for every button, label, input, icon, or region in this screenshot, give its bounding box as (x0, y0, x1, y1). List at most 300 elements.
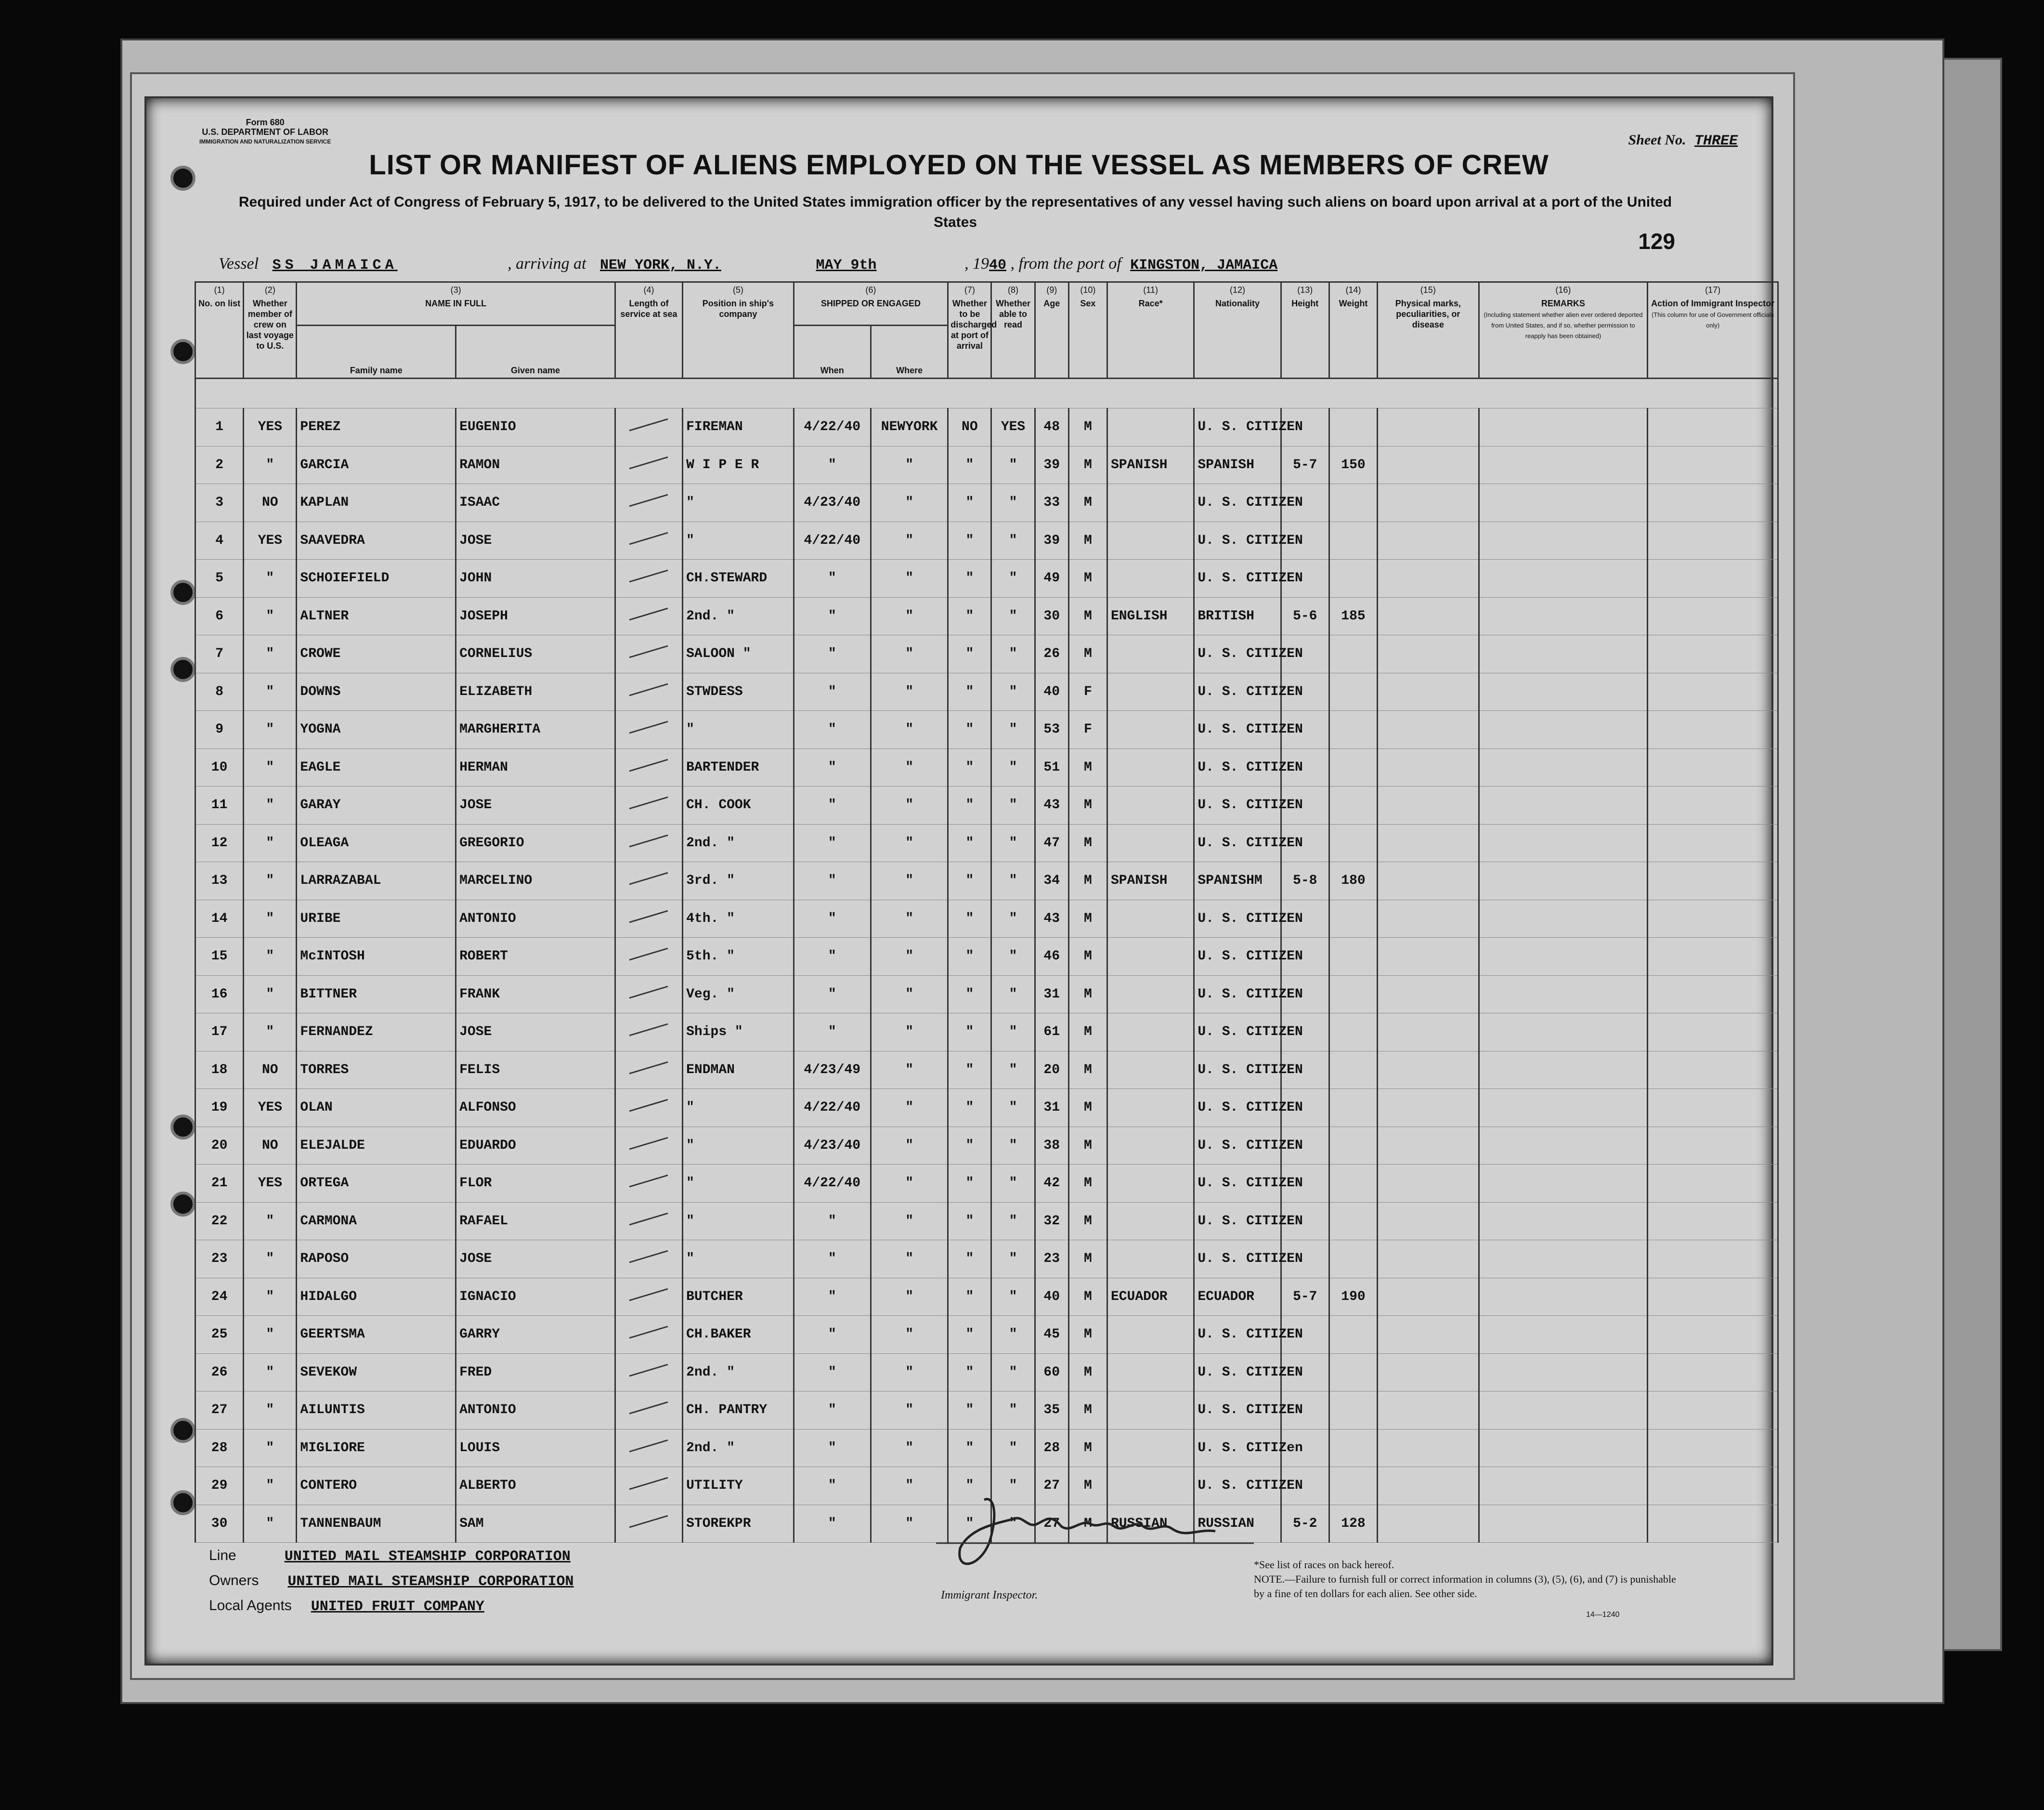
given-name-cell: RAMON (456, 446, 615, 484)
weight-cell (1329, 673, 1377, 711)
discharged-cell: " (948, 1240, 991, 1278)
race-cell (1107, 1316, 1194, 1354)
service-tick-mark (625, 907, 673, 926)
remarks-cell (1479, 1202, 1648, 1240)
family-name-cell: AILUNTIS (297, 1391, 456, 1430)
able-to-read-cell: " (991, 1127, 1035, 1165)
remarks-cell (1479, 1467, 1648, 1505)
weight-cell: 150 (1329, 446, 1377, 484)
height-cell: 5-2 (1281, 1505, 1329, 1543)
discharged-cell: " (948, 673, 991, 711)
age-cell: 39 (1035, 446, 1068, 484)
col-remarks-header: (16) REMARKS (Including statement whether alien ever ordered deported from United States, and if so, whether permission to reapply has been obtained) (1479, 282, 1648, 379)
remarks-cell (1479, 711, 1648, 749)
shipped-when-cell: " (794, 1316, 871, 1354)
inspector-action-cell (1648, 673, 1778, 711)
service-cell (615, 1202, 682, 1240)
col-number-header: (1) No. on list (195, 282, 244, 379)
remarks-cell (1479, 597, 1648, 635)
crew-row (195, 635, 1778, 673)
number-cell: 30 (195, 1505, 244, 1543)
service-tick-mark (625, 983, 673, 1002)
last-voyage-cell: YES (244, 408, 297, 446)
sex-cell: M (1068, 1505, 1107, 1543)
service-cell (615, 1165, 682, 1203)
shipped-where-cell: " (871, 900, 948, 938)
sex-cell: M (1068, 1202, 1107, 1240)
line-field: Line UNITED MAIL STEAMSHIP CORPORATION (209, 1548, 571, 1565)
inspector-action-cell (1648, 1353, 1778, 1391)
shipped-where-cell: " (871, 1429, 948, 1467)
position-cell: " (683, 1165, 794, 1203)
service-tick-mark (625, 491, 673, 510)
inspector-action-cell (1648, 560, 1778, 598)
spacer-row (195, 379, 1778, 408)
service-cell (615, 862, 682, 900)
col-read-header: (8) Whether able to read (991, 282, 1035, 379)
able-to-read-cell: " (991, 673, 1035, 711)
crew-row (195, 1429, 1778, 1467)
last-voyage-cell: " (244, 1013, 297, 1051)
sex-cell: M (1068, 900, 1107, 938)
given-name-cell: EDUARDO (456, 1127, 615, 1165)
number-cell: 11 (195, 787, 244, 825)
remarks-cell (1479, 824, 1648, 862)
family-name-cell: ELEJALDE (297, 1127, 456, 1165)
weight-cell (1329, 1316, 1377, 1354)
year-prefix: , 19 (964, 255, 989, 273)
position-cell: 4th. " (683, 900, 794, 938)
weight-cell (1329, 938, 1377, 976)
sex-cell: M (1068, 1429, 1107, 1467)
age-cell: 23 (1035, 1240, 1068, 1278)
race-cell (1107, 408, 1194, 446)
given-name-cell: LOUIS (456, 1429, 615, 1467)
col-nationality-header: (12) Nationality (1194, 282, 1281, 379)
service-tick-mark (625, 1398, 673, 1417)
from-label: , from the port of (1010, 255, 1121, 273)
able-to-read-cell: " (991, 1467, 1035, 1505)
last-voyage-cell: " (244, 938, 297, 976)
manifest-sheet (144, 96, 1773, 1666)
last-voyage-cell: " (244, 1278, 297, 1316)
department: U.S. DEPARTMENT OF LABOR (202, 127, 328, 137)
weight-cell (1329, 1353, 1377, 1391)
physical-marks-cell (1378, 1316, 1479, 1354)
shipped-when-cell: " (794, 1505, 871, 1543)
crew-row (195, 1391, 1778, 1430)
service-cell (615, 1278, 682, 1316)
position-cell: CH. COOK (683, 787, 794, 825)
given-name-cell: ANTONIO (456, 1391, 615, 1430)
given-name-cell: FRED (456, 1353, 615, 1391)
shipped-where-cell: " (871, 1467, 948, 1505)
shipped-when-cell: " (794, 673, 871, 711)
number-cell: 2 (195, 446, 244, 484)
inspector-action-cell (1648, 1013, 1778, 1051)
last-voyage-cell: " (244, 1391, 297, 1430)
family-name-cell: PEREZ (297, 408, 456, 446)
position-cell: BUTCHER (683, 1278, 794, 1316)
nationality-cell: U. S. CITIZEN (1194, 1202, 1281, 1240)
service-tick-mark (625, 642, 673, 661)
family-name-cell: ALTNER (297, 597, 456, 635)
age-cell: 60 (1035, 1353, 1068, 1391)
age-cell: 27 (1035, 1467, 1068, 1505)
able-to-read-cell: " (991, 787, 1035, 825)
last-voyage-cell: " (244, 1429, 297, 1467)
position-cell: " (683, 1127, 794, 1165)
race-cell (1107, 1127, 1194, 1165)
nationality-cell: BRITISH (1194, 597, 1281, 635)
service-cell (615, 824, 682, 862)
service-tick-mark (625, 1247, 673, 1266)
discharged-cell: " (948, 975, 991, 1013)
able-to-read-cell: " (991, 560, 1035, 598)
age-cell: 40 (1035, 673, 1068, 711)
physical-marks-cell (1378, 522, 1479, 560)
last-voyage-cell: " (244, 900, 297, 938)
family-name-cell: TANNENBAUM (297, 1505, 456, 1543)
nationality-cell: U. S. CITIZEN (1194, 1316, 1281, 1354)
sheet-value: THREE (1694, 133, 1738, 149)
last-voyage-cell: " (244, 975, 297, 1013)
shipped-where-cell: " (871, 1051, 948, 1089)
service-cell (615, 1051, 682, 1089)
service-cell (615, 975, 682, 1013)
sex-cell: M (1068, 787, 1107, 825)
given-name-cell: ALFONSO (456, 1089, 615, 1127)
weight-cell (1329, 1391, 1377, 1430)
physical-marks-cell (1378, 484, 1479, 522)
race-cell (1107, 787, 1194, 825)
crew-row (195, 1240, 1778, 1278)
age-cell: 47 (1035, 824, 1068, 862)
race-cell (1107, 635, 1194, 673)
number-cell: 8 (195, 673, 244, 711)
manifest-title: LIST OR MANIFEST OF ALIENS EMPLOYED ON THE VESSEL AS MEMBERS OF CREW (369, 149, 1549, 181)
weight-cell (1329, 635, 1377, 673)
remarks-cell (1479, 635, 1648, 673)
crew-row (195, 597, 1778, 635)
service-tick-mark (625, 1171, 673, 1191)
page-number: 129 (1638, 229, 1675, 254)
number-cell: 20 (195, 1127, 244, 1165)
line-value: UNITED MAIL STEAMSHIP CORPORATION (284, 1548, 571, 1565)
crew-row (195, 484, 1778, 522)
last-voyage-cell: " (244, 446, 297, 484)
crew-row (195, 1165, 1778, 1203)
inspector-action-cell (1648, 975, 1778, 1013)
able-to-read-cell: " (991, 1240, 1035, 1278)
discharged-cell: " (948, 1051, 991, 1089)
owners-block (209, 1543, 573, 1618)
number-cell: 14 (195, 900, 244, 938)
shipped-where-cell: " (871, 1316, 948, 1354)
physical-marks-cell (1378, 408, 1479, 446)
sex-cell: M (1068, 1353, 1107, 1391)
weight-cell (1329, 484, 1377, 522)
physical-marks-cell (1378, 1429, 1479, 1467)
sex-cell: M (1068, 1278, 1107, 1316)
nationality-cell: U. S. CITIZEN (1194, 975, 1281, 1013)
inspector-action-cell (1648, 484, 1778, 522)
sex-cell: M (1068, 408, 1107, 446)
service-cell (615, 560, 682, 598)
physical-marks-cell (1378, 1467, 1479, 1505)
given-name-cell: SAM (456, 1505, 615, 1543)
race-cell (1107, 560, 1194, 598)
races-note: *See list of races on back hereof. (1254, 1559, 1394, 1571)
able-to-read-cell: " (991, 1505, 1035, 1543)
number-cell: 17 (195, 1013, 244, 1051)
nationality-cell: U. S. CITIZEN (1194, 1051, 1281, 1089)
sex-cell: M (1068, 1089, 1107, 1127)
service-cell (615, 1316, 682, 1354)
able-to-read-cell: " (991, 1316, 1035, 1354)
physical-marks-cell (1378, 900, 1479, 938)
sex-cell: M (1068, 597, 1107, 635)
nationality-cell: RUSSIAN (1194, 1505, 1281, 1543)
shipped-where-cell: " (871, 938, 948, 976)
inspector-action-cell (1648, 522, 1778, 560)
footer-notes (1254, 1558, 1687, 1601)
family-name-cell: ORTEGA (297, 1165, 456, 1203)
physical-marks-cell (1378, 1051, 1479, 1089)
remarks-cell (1479, 1051, 1648, 1089)
last-voyage-cell: " (244, 824, 297, 862)
nationality-cell: U. S. CITIZEN (1194, 1240, 1281, 1278)
col-when-header: When (794, 326, 871, 379)
discharged-cell: " (948, 484, 991, 522)
shipped-where-cell: " (871, 1505, 948, 1543)
shipped-when-cell: " (794, 597, 871, 635)
service-tick-mark (625, 1285, 673, 1304)
service-tick-mark (625, 566, 673, 586)
given-name-cell: ELIZABETH (456, 673, 615, 711)
physical-marks-cell (1378, 560, 1479, 598)
discharged-cell: " (948, 1165, 991, 1203)
form-header (199, 118, 331, 146)
family-name-cell: GARCIA (297, 446, 456, 484)
race-cell (1107, 1089, 1194, 1127)
shipped-where-cell: " (871, 787, 948, 825)
able-to-read-cell: " (991, 1278, 1035, 1316)
crew-row (195, 1202, 1778, 1240)
physical-marks-cell (1378, 824, 1479, 862)
given-name-cell: JOHN (456, 560, 615, 598)
crew-row (195, 748, 1778, 787)
service-cell (615, 1013, 682, 1051)
able-to-read-cell: " (991, 522, 1035, 560)
crew-row (195, 1278, 1778, 1316)
able-to-read-cell: " (991, 446, 1035, 484)
family-name-cell: HIDALGO (297, 1278, 456, 1316)
crew-row (195, 522, 1778, 560)
sex-cell: M (1068, 635, 1107, 673)
physical-marks-cell (1378, 1165, 1479, 1203)
shipped-when-cell: " (794, 862, 871, 900)
race-cell (1107, 900, 1194, 938)
race-cell (1107, 522, 1194, 560)
discharged-cell: " (948, 446, 991, 484)
shipped-where-cell: " (871, 1240, 948, 1278)
shipped-when-cell: " (794, 900, 871, 938)
shipped-where-cell: " (871, 522, 948, 560)
col-physical-marks-header: (15) Physical marks, peculiarities, or disease (1378, 282, 1479, 379)
physical-marks-cell (1378, 635, 1479, 673)
discharged-cell: " (948, 1505, 991, 1543)
remarks-cell (1479, 560, 1648, 598)
inspector-action-cell (1648, 1316, 1778, 1354)
number-cell: 22 (195, 1202, 244, 1240)
family-name-cell: EAGLE (297, 748, 456, 787)
discharged-cell: " (948, 597, 991, 635)
last-voyage-cell: " (244, 1240, 297, 1278)
nationality-cell: SPANISHM (1194, 862, 1281, 900)
age-cell: 31 (1035, 1089, 1068, 1127)
weight-cell (1329, 975, 1377, 1013)
shipped-where-cell: " (871, 635, 948, 673)
binder-hole-3 (170, 580, 195, 605)
remarks-cell (1479, 1316, 1648, 1354)
race-cell (1107, 711, 1194, 749)
service-tick-mark (625, 453, 673, 472)
last-voyage-cell: " (244, 748, 297, 787)
crew-row (195, 673, 1778, 711)
physical-marks-cell (1378, 597, 1479, 635)
height-cell: 5-6 (1281, 597, 1329, 635)
race-cell (1107, 748, 1194, 787)
shipped-when-cell: 4/22/40 (794, 1089, 871, 1127)
discharged-cell: " (948, 862, 991, 900)
inspector-action-cell (1648, 1505, 1778, 1543)
physical-marks-cell (1378, 1505, 1479, 1543)
weight-cell (1329, 1429, 1377, 1467)
shipped-when-cell: " (794, 938, 871, 976)
shipped-when-cell: " (794, 975, 871, 1013)
col-family-name-header: Family name (297, 326, 456, 379)
remarks-cell (1479, 484, 1648, 522)
physical-marks-cell (1378, 862, 1479, 900)
sex-cell: M (1068, 484, 1107, 522)
shipped-when-cell: " (794, 1391, 871, 1430)
able-to-read-cell: " (991, 635, 1035, 673)
position-cell: CH.BAKER (683, 1316, 794, 1354)
inspector-action-cell (1648, 938, 1778, 976)
remarks-cell (1479, 1089, 1648, 1127)
service-tick-mark (625, 1436, 673, 1456)
inspector-action-cell (1648, 1127, 1778, 1165)
weight-cell: 128 (1329, 1505, 1377, 1543)
family-name-cell: GEERTSMA (297, 1316, 456, 1354)
physical-marks-cell (1378, 787, 1479, 825)
race-cell (1107, 673, 1194, 711)
weight-cell (1329, 1013, 1377, 1051)
service-tick-mark (625, 415, 673, 434)
service-cell (615, 1240, 682, 1278)
weight-cell (1329, 1051, 1377, 1089)
weight-cell (1329, 560, 1377, 598)
discharged-cell: " (948, 1013, 991, 1051)
age-cell: 43 (1035, 787, 1068, 825)
shipped-where-cell: " (871, 975, 948, 1013)
discharged-cell: " (948, 1467, 991, 1505)
shipped-where-cell: " (871, 446, 948, 484)
crew-row (195, 408, 1778, 446)
position-cell: 5th. " (683, 938, 794, 976)
crew-row (195, 1051, 1778, 1089)
nationality-cell: U. S. CITIZEN (1194, 1165, 1281, 1203)
col-last-voyage-header: (2) Whether member of crew on last voyage to U.S. (244, 282, 297, 379)
crew-row (195, 1089, 1778, 1127)
service-tick-mark (625, 680, 673, 699)
family-name-cell: SEVEKOW (297, 1353, 456, 1391)
discharged-cell: " (948, 522, 991, 560)
physical-marks-cell (1378, 711, 1479, 749)
physical-marks-cell (1378, 1240, 1479, 1278)
family-name-cell: OLAN (297, 1089, 456, 1127)
remarks-cell (1479, 1278, 1648, 1316)
given-name-cell: RAFAEL (456, 1202, 615, 1240)
nationality-cell: U. S. CITIZEN (1194, 673, 1281, 711)
nationality-cell: ECUADOR (1194, 1278, 1281, 1316)
service-tick-mark (625, 718, 673, 737)
physical-marks-cell (1378, 748, 1479, 787)
inspector-action-cell (1648, 748, 1778, 787)
weight-cell: 180 (1329, 862, 1377, 900)
crew-row (195, 1127, 1778, 1165)
able-to-read-cell: " (991, 900, 1035, 938)
family-name-cell: GARAY (297, 787, 456, 825)
nationality-cell: U. S. CITIZEN (1194, 1391, 1281, 1430)
inspector-action-cell (1648, 900, 1778, 938)
service-cell (615, 748, 682, 787)
service-tick-mark (625, 604, 673, 624)
able-to-read-cell: " (991, 1165, 1035, 1203)
agents-value: UNITED FRUIT COMPANY (311, 1599, 484, 1615)
age-cell: 34 (1035, 862, 1068, 900)
family-name-cell: MIGLIORE (297, 1429, 456, 1467)
number-cell: 1 (195, 408, 244, 446)
from-value: KINGSTON, JAMAICA (1130, 257, 1278, 274)
discharged-cell: " (948, 938, 991, 976)
race-cell (1107, 975, 1194, 1013)
shipped-when-cell: 4/23/49 (794, 1051, 871, 1089)
remarks-cell (1479, 408, 1648, 446)
position-cell: " (683, 1240, 794, 1278)
shipped-where-cell: " (871, 1278, 948, 1316)
nationality-cell: SPANISH (1194, 446, 1281, 484)
crew-row (195, 975, 1778, 1013)
shipped-when-cell: " (794, 1202, 871, 1240)
shipped-where-cell: NEWYORK (871, 408, 948, 446)
sex-cell: M (1068, 1127, 1107, 1165)
inspector-action-cell (1648, 635, 1778, 673)
crew-row (195, 900, 1778, 938)
race-cell (1107, 1391, 1194, 1430)
sex-cell: M (1068, 1240, 1107, 1278)
shipped-when-cell: " (794, 1278, 871, 1316)
crew-rows (195, 379, 1778, 1543)
able-to-read-cell: " (991, 748, 1035, 787)
able-to-read-cell: " (991, 1013, 1035, 1051)
family-name-cell: SCHOIEFIELD (297, 560, 456, 598)
last-voyage-cell: " (244, 1353, 297, 1391)
sex-cell: M (1068, 975, 1107, 1013)
vessel-value: SS JAMAICA (272, 257, 398, 274)
col-service-header: (4) Length of service at sea (615, 282, 682, 379)
